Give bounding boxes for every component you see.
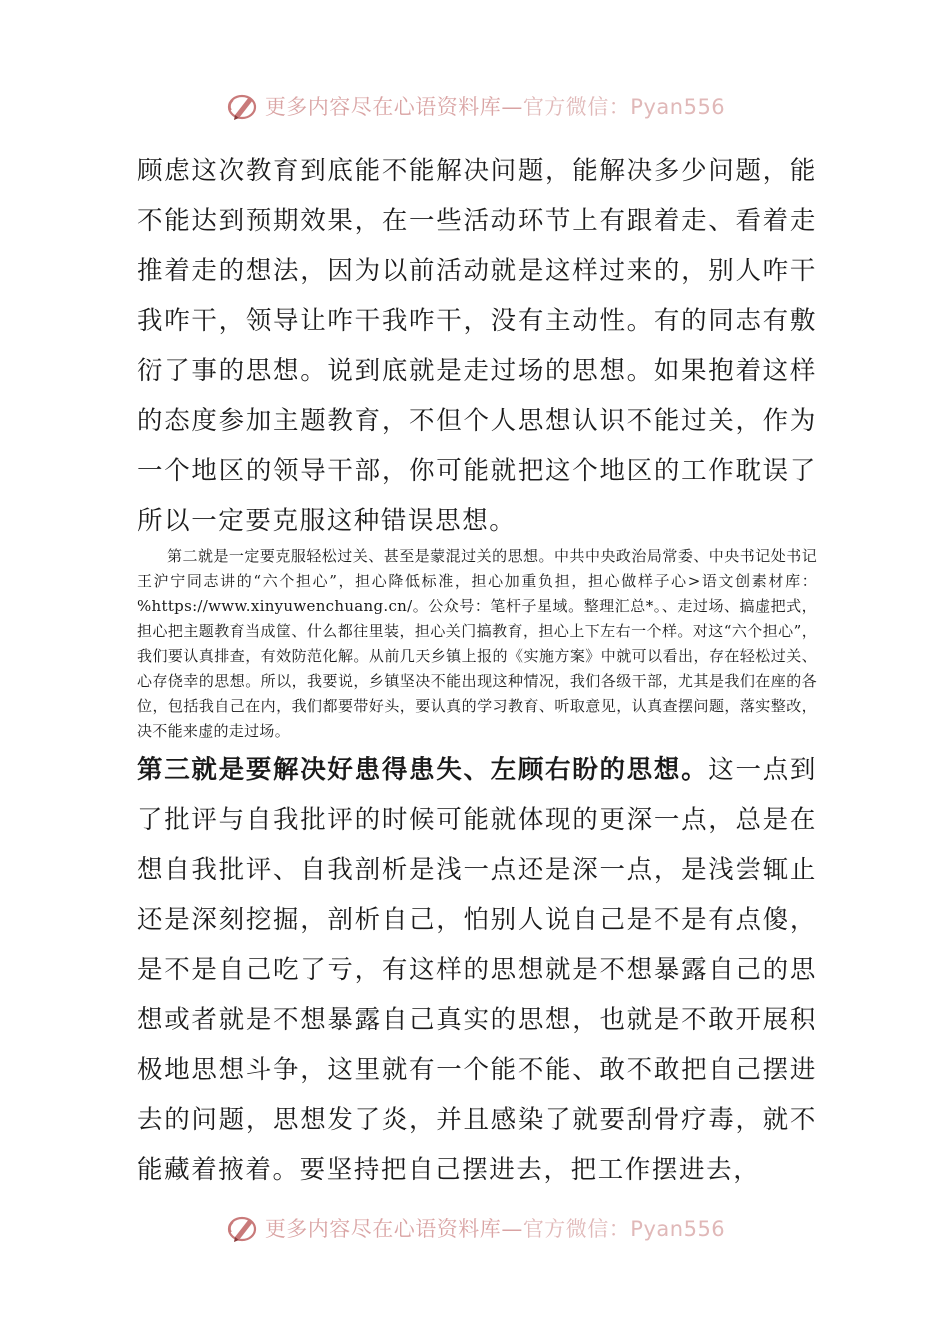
footer-watermark-banner xyxy=(0,1206,950,1250)
footer-banner-text xyxy=(265,1213,725,1243)
paragraph-3 xyxy=(137,745,817,1195)
header-wechat-text: 官方微信：Pyan556 xyxy=(522,95,726,119)
footer-site-text: 更多内容尽在心语资料库 xyxy=(264,1217,502,1241)
footer-separator: — xyxy=(501,1217,523,1241)
header-watermark-banner xyxy=(0,84,950,128)
paragraph-1: 顾虑这次教育到底能不能解决问题，能解决多少问题，能不能达到预期效果，在一些活动环节上有跟着走、看着走推着走的想法，因为以前活动就是这样过来的，别人咋干我咋干，领导让咋干我咋干，没有主动性。有的同志有敷衍了事的思想。说到底就是走过场的思想。如果抱着这样的态度参加主题教育，不但个人思想认识不能过关，作为一个地区的领导干部，你可能就把这个地区的工作耽误了所以一定要克服这种错误思想。 xyxy=(137,156,817,536)
paragraph-2: 第二就是一定要克服轻松过关、甚至是蒙混过关的思想。中共中央政治局常委、中央书记处书记王沪宁同志讲的“六个担心”，担心降低标准，担心加重负担，担心做样子心>语文创素材库：%https://www.xinyuwenchuang.cn/。公众号：笔杆子星域。整理汇总*。、走过场、搞虚把式，担心把主题教育当成筐、什么都往里装，担心关门搞教育，担心上下左右一个样。对这“六个担心”，我们要认真排查，有效防范化解。从前几天乡镇上报的《实施方案》中就可以看出，存在轻松过关、心存侥幸的思想。所以，我要说，乡镇坚决不能出现这种情况，我们各级干部，尤其是我们在座的各位，包括我自己在内，我们都要带好头，要认真的学习教育、听取意见，认真查摆问题，落实整改，决不能来虚的走过场。 xyxy=(137,547,817,740)
header-banner-text xyxy=(265,91,725,121)
pen-logo-icon xyxy=(225,1210,261,1246)
header-site-text: 更多内容尽在心语资料库 xyxy=(264,95,502,119)
paragraph-3-heading: 第三就是要解决好患得患失、左顾右盼的思想。 xyxy=(137,755,709,785)
footer-wechat-text: 官方微信：Pyan556 xyxy=(522,1217,726,1241)
pen-logo-icon xyxy=(225,88,261,124)
paragraph-3-text: 这一点到了批评与自我批评的时候可能就体现的更深一点，总是在想自我批评、自我剖析是浅一点还是深一点，是浅尝辄止还是深刻挖掘，剖析自己，怕别人说自己是不是有点傻，是不是自己吃了亏，有这样的思想就是不想暴露自己的思想或者就是不想暴露自己真实的思想，也就是不敢开展积极地思想斗争，这里就有一个能不能、敢不敢把自己摆进去的问题，思想发了炎，并且感染了就要刮骨疗毒，就不能藏着掖着。要坚持把自己摆进去，把工作摆进去， xyxy=(137,755,817,1185)
header-separator: — xyxy=(501,95,523,119)
